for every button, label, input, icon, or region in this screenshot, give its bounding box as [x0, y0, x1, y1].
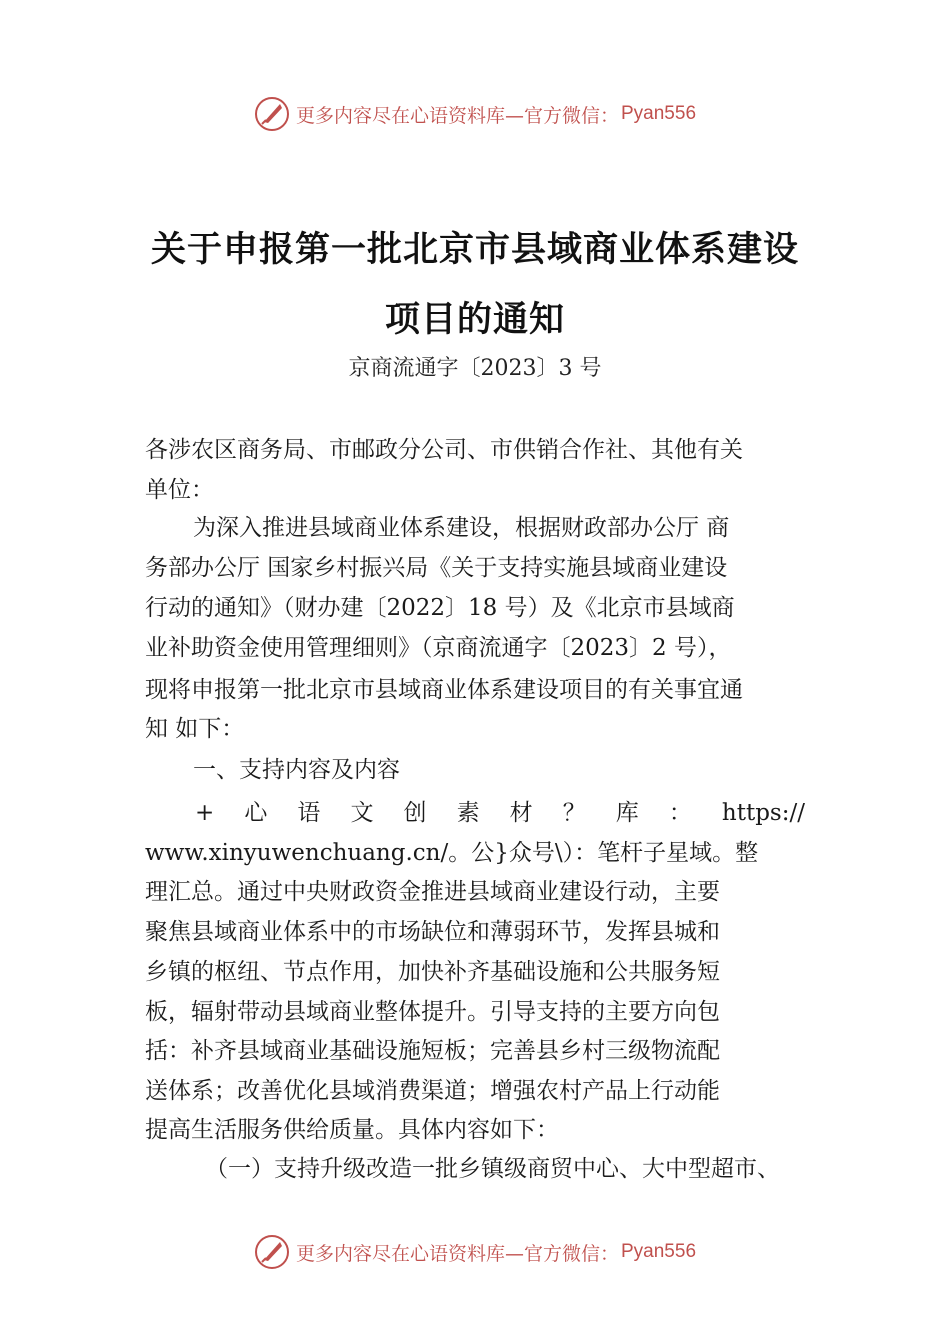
spaced-char: ： — [668, 800, 692, 826]
body-line: 送体系；改善优化县域消费渠道；增强农村产品上行动能 — [145, 1078, 720, 1104]
body-line: www.xinyuwenchuang.cn/。公}众号\）：笔杆子星域。整 — [145, 840, 759, 866]
document-title-line-2: 项目的通知 — [384, 299, 565, 340]
spaced-char: 心 — [244, 800, 268, 826]
body-line: 业补助资金使用管理细则》（京商流通字〔2023〕2 号）， — [145, 635, 732, 661]
watermark-text: 更多内容尽在心语资料库—官方微信： — [295, 1242, 619, 1265]
body-line: 现将申报第一批北京市县域商业体系建设项目的有关事宜通 — [145, 677, 743, 703]
body-line: 括：补齐县域商业基础设施短板；完善县乡村三级物流配 — [145, 1038, 720, 1064]
section-heading: 一、支持内容及内容 — [193, 757, 400, 783]
body-line: 知 如下： — [145, 716, 245, 742]
document-title-line-1: 关于申报第一批北京市县域商业体系建设 — [150, 229, 799, 270]
spaced-char: 库 — [615, 800, 639, 826]
spaced-char: 素 — [456, 800, 480, 826]
watermark-wechat-id: Pyan556 — [621, 1241, 697, 1262]
body-line: 乡镇的枢纽、节点作用，加快补齐基础设施和公共服务短 — [145, 959, 720, 985]
body-line: 提高生活服务供给质量。具体内容如下： — [145, 1117, 559, 1143]
spaced-watermark-line — [195, 798, 805, 828]
watermark-text: 更多内容尽在心语资料库—官方微信： — [295, 104, 619, 127]
body-line: 行动的通知》（财办建〔2022〕18 号）及《北京市县域商 — [145, 595, 735, 621]
body-line: 单位： — [145, 477, 214, 503]
watermark-banner-top — [0, 94, 950, 134]
spaced-char: 文 — [350, 800, 374, 826]
body-line: 各涉农区商务局、市邮政分公司、市供销合作社、其他有关 — [145, 437, 743, 463]
spaced-char: 材 — [509, 800, 533, 826]
body-line: 理汇总。通过中央财政资金推进县域商业建设行动，主要 — [145, 879, 720, 905]
body-line: 为深入推进县域商业体系建设，根据财政部办公厅 商 — [193, 515, 730, 541]
watermark-banner-bottom — [0, 1232, 950, 1272]
spaced-char: + — [195, 800, 215, 826]
quill-logo-icon — [254, 96, 290, 132]
body-line: 聚焦县域商业体系中的市场缺位和薄弱环节，发挥县城和 — [145, 919, 720, 945]
body-line: 板，辐射带动县域商业整体提升。引导支持的主要方向包 — [145, 999, 720, 1025]
spaced-char: 创 — [403, 800, 427, 826]
watermark-wechat-id: Pyan556 — [621, 103, 697, 124]
spaced-char: 语 — [297, 800, 321, 826]
quill-logo-icon — [254, 1234, 290, 1270]
body-line: （一）支持升级改造一批乡镇级商贸中心、大中型超市、 — [205, 1156, 780, 1182]
spaced-char: ？ — [562, 800, 586, 826]
spaced-char: https:// — [721, 800, 805, 826]
body-line: 务部办公厅 国家乡村振兴局《关于支持实施县域商业建设 — [145, 555, 728, 581]
document-number: 京商流通字〔2023〕3 号 — [348, 356, 602, 381]
